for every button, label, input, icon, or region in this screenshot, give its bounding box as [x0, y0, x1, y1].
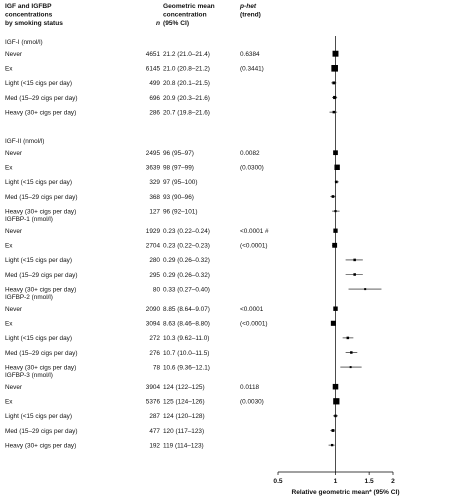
row-label: Ex: [5, 164, 13, 172]
row-label: Heavy (30+ cigs per day): [5, 208, 77, 216]
row-n: 2495: [145, 150, 160, 157]
row-label: Light (<15 cigs per day): [5, 179, 72, 187]
row-label: Light (<15 cigs per day): [5, 80, 72, 88]
phet-header-line-1: p-het: [240, 3, 257, 10]
row-n: 696: [149, 94, 160, 102]
row-n: 80: [152, 286, 160, 294]
row-label: Ex: [5, 398, 13, 406]
row-n: 287: [149, 413, 160, 421]
point-estimate: [331, 321, 336, 326]
row-label: Med (15–29 cigs per day): [5, 193, 78, 201]
row-n: 127: [149, 208, 160, 216]
row-geometric-mean: 10.6 (9.36–12.1): [163, 364, 210, 372]
row-geometric-mean: 20.9 (20.3–21.6): [163, 94, 210, 102]
row-geometric-mean: 97 (95–100): [163, 179, 198, 187]
point-estimate: [333, 384, 339, 390]
point-estimate: [333, 96, 336, 99]
point-estimate: [350, 366, 352, 368]
point-estimate: [331, 444, 333, 446]
point-estimate: [332, 243, 337, 248]
row-geometric-mean: 0.33 (0.27–0.40): [163, 286, 210, 294]
row-label: Never: [5, 384, 23, 391]
section-title: IGF-II (nmol/l): [5, 138, 45, 145]
row-n: 3639: [145, 164, 160, 172]
row-geometric-mean: 0.23 (0.22–0.24): [163, 228, 210, 235]
row-label: Light (<15 cigs per day): [5, 335, 72, 343]
section-title: IGF-I (nmol/l): [5, 39, 43, 46]
row-geometric-mean: 20.8 (20.1–21.5): [163, 80, 210, 88]
row-n: 272: [149, 335, 160, 343]
row-phet: (<0.0001): [240, 242, 268, 250]
row-n: 329: [149, 179, 160, 187]
row-geometric-mean: 8.85 (8.64–9.07): [163, 306, 210, 313]
row-label: Ex: [5, 242, 13, 250]
point-estimate: [333, 111, 336, 114]
row-geometric-mean: 0.23 (0.22–0.23): [163, 242, 210, 250]
group-header-line-1: IGF and IGFBP: [5, 3, 52, 10]
row-geometric-mean: 10.7 (10.0–11.5): [163, 349, 210, 357]
row-label: Ex: [5, 65, 13, 73]
point-estimate: [335, 181, 338, 184]
row-n: 192: [149, 442, 160, 450]
point-estimate: [353, 273, 356, 276]
group-header-line-3: by smoking status: [5, 20, 63, 27]
row-geometric-mean: 124 (120–128): [163, 413, 205, 421]
point-estimate: [347, 337, 349, 339]
row-phet: (0.0300): [240, 164, 264, 172]
x-tick-label: 1: [333, 478, 338, 485]
point-estimate: [333, 150, 338, 155]
point-estimate: [333, 306, 337, 310]
row-geometric-mean: 125 (124–126): [163, 398, 205, 406]
row-phet: 0.6384: [240, 51, 260, 58]
row-geometric-mean: 96 (95–97): [163, 150, 194, 157]
x-tick-label: 0.5: [273, 478, 283, 485]
row-n: 368: [149, 193, 160, 201]
point-estimate: [364, 288, 366, 290]
phet-header-line-2: (trend): [240, 11, 261, 19]
point-estimate: [334, 165, 339, 170]
row-label: Light (<15 cigs per day): [5, 257, 72, 265]
section-title: IGFBP-2 (nmol/l): [5, 294, 53, 301]
row-phet: <0.0001: [240, 306, 264, 313]
row-n: 499: [149, 80, 160, 88]
point-estimate: [333, 398, 339, 404]
row-n: 276: [149, 349, 160, 357]
row-n: 295: [149, 271, 160, 279]
row-geometric-mean: 0.29 (0.26–0.32): [163, 271, 210, 279]
section-title: IGFBP-3 (nmol/l): [5, 372, 53, 379]
table-rows: [5, 39, 269, 449]
row-label: Heavy (30+ cigs per day): [5, 364, 77, 372]
row-n: 2090: [145, 306, 160, 313]
row-n: 78: [152, 364, 160, 372]
point-estimate: [353, 259, 356, 262]
point-estimate: [350, 351, 353, 354]
x-axis-label: Relative geometric mean* (95% CI): [291, 489, 400, 496]
point-estimate: [334, 210, 336, 212]
row-n: 3094: [145, 320, 160, 328]
group-header-line-2: concentrations: [5, 11, 53, 19]
row-geometric-mean: 120 (117–123): [163, 427, 205, 435]
gm-header-line-3: (95% CI): [163, 20, 190, 27]
gm-header-line-1: Geometric mean: [163, 3, 215, 10]
column-headers: [5, 3, 261, 27]
row-label: Heavy (30+ cigs per day): [5, 442, 77, 450]
x-tick-label: 1.5: [364, 478, 374, 485]
point-estimate: [331, 65, 338, 72]
row-geometric-mean: 93 (90–96): [163, 193, 194, 201]
row-geometric-mean: 21.2 (21.0–21.4): [163, 51, 210, 58]
row-label: Med (15–29 cigs per day): [5, 427, 78, 435]
row-n: 6145: [145, 65, 160, 73]
row-n: 4651: [145, 51, 160, 58]
point-estimate: [332, 429, 335, 432]
plot-area: [329, 36, 382, 472]
row-phet: (0.0030): [240, 398, 264, 406]
row-n: 2704: [145, 242, 160, 250]
row-phet: 0.0082: [240, 150, 260, 157]
row-label: Ex: [5, 320, 13, 328]
gm-header-line-2: concentration: [163, 11, 207, 19]
row-geometric-mean: 124 (122–125): [163, 384, 205, 391]
row-phet: (0.3441): [240, 65, 264, 73]
row-geometric-mean: 0.29 (0.26–0.32): [163, 257, 210, 265]
row-geometric-mean: 10.3 (9.62–11.0): [163, 335, 210, 343]
point-estimate: [334, 415, 337, 418]
row-label: Light (<15 cigs per day): [5, 413, 72, 421]
row-phet: (<0.0001): [240, 320, 268, 328]
row-n: 280: [149, 257, 160, 265]
row-label: Heavy (30+ cigs per day): [5, 109, 77, 117]
row-phet: 0.0118: [240, 384, 260, 391]
n-header: n: [155, 20, 160, 27]
row-label: Never: [5, 228, 23, 235]
point-estimate: [333, 51, 339, 57]
row-label: Never: [5, 150, 23, 157]
row-n: 477: [149, 427, 160, 435]
row-n: 286: [149, 109, 160, 117]
row-label: Never: [5, 51, 23, 58]
row-n: 5376: [145, 398, 160, 406]
x-axis: [273, 472, 399, 496]
row-label: Never: [5, 306, 23, 313]
point-estimate: [332, 81, 335, 84]
row-geometric-mean: 21.0 (20.8–21.2): [163, 65, 210, 73]
row-geometric-mean: 8.63 (8.46–8.80): [163, 320, 210, 328]
point-estimate: [333, 229, 337, 233]
row-geometric-mean: 20.7 (19.8–21.6): [163, 109, 210, 117]
row-phet: <0.0001 #: [240, 228, 269, 235]
row-label: Med (15–29 cigs per day): [5, 349, 78, 357]
row-geometric-mean: 98 (97–99): [163, 164, 194, 172]
section-title: IGFBP-1 (nmol/l): [5, 216, 53, 223]
row-label: Heavy (30+ cigs per day): [5, 286, 77, 294]
row-n: 1929: [145, 228, 160, 235]
row-geometric-mean: 96 (92–101): [163, 208, 198, 216]
x-tick-label: 2: [391, 478, 395, 485]
row-label: Med (15–29 cigs per day): [5, 94, 78, 102]
point-estimate: [332, 195, 335, 198]
row-geometric-mean: 119 (114–123): [163, 442, 204, 450]
row-label: Med (15–29 cigs per day): [5, 271, 78, 279]
row-n: 3904: [145, 384, 160, 391]
